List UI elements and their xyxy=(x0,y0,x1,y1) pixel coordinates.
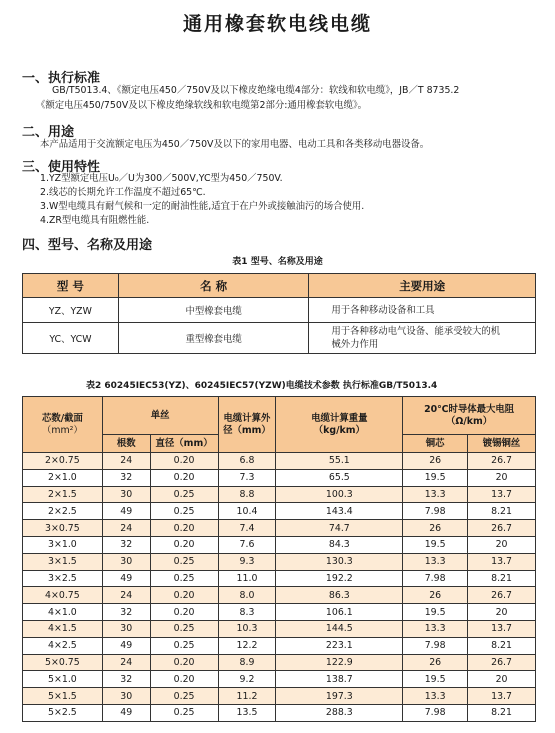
section-heading-features: 三、使用特性 xyxy=(22,160,101,175)
tinned-resistance-cell: 20 xyxy=(468,536,536,553)
tinned-resistance-cell: 26.7 xyxy=(468,654,536,671)
outer-diameter-cell: 10.4 xyxy=(218,503,276,520)
model-cell: YC、YCW xyxy=(23,323,119,354)
strand-diameter-cell: 0.25 xyxy=(150,637,218,654)
feature-line-2: 2.线芯的长期允许工作温度不超过65℃. xyxy=(40,187,206,198)
copper-resistance-cell: 26 xyxy=(403,654,468,671)
tinned-resistance-cell: 20 xyxy=(468,671,536,688)
feature-line-3: 3.W型电缆具有耐气候和一定的耐油性能,适宜于在户外或接触油污的场合使用. xyxy=(40,201,365,212)
weight-cell: 100.3 xyxy=(276,486,403,503)
strand-diameter-cell: 0.25 xyxy=(150,620,218,637)
strand-diameter-cell: 0.20 xyxy=(150,587,218,604)
weight-cell: 138.7 xyxy=(276,671,403,688)
table-row xyxy=(23,620,536,637)
copper-resistance-cell: 26 xyxy=(403,520,468,537)
weight-cell: 55.1 xyxy=(276,453,403,470)
section-heading-usage: 二、用途 xyxy=(22,125,75,140)
outer-diameter-cell: 10.3 xyxy=(218,620,276,637)
outer-diameter-cell: 9.3 xyxy=(218,553,276,570)
feature-line-4: 4.ZR型电缆具有阻燃性能. xyxy=(40,215,150,226)
outer-diameter-cell: 8.0 xyxy=(218,587,276,604)
tinned-resistance-cell: 26.7 xyxy=(468,453,536,470)
tinned-resistance-cell: 13.7 xyxy=(468,620,536,637)
weight-cell: 197.3 xyxy=(276,688,403,705)
core-section-cell: 4×0.75 xyxy=(23,587,103,604)
strand-count-cell: 30 xyxy=(102,553,150,570)
strand-count-cell: 49 xyxy=(102,637,150,654)
header-resistance: 20℃时导体最大电阻（Ω/km） xyxy=(403,397,536,435)
weight-cell: 223.1 xyxy=(276,637,403,654)
weight-cell: 74.7 xyxy=(276,520,403,537)
copper-resistance-cell: 7.98 xyxy=(403,503,468,520)
copper-resistance-cell: 13.3 xyxy=(403,620,468,637)
copper-resistance-cell: 19.5 xyxy=(403,604,468,621)
outer-diameter-cell: 8.9 xyxy=(218,654,276,671)
core-section-cell: 2×2.5 xyxy=(23,503,103,520)
header-weight: 电缆计算重量（kg/km） xyxy=(276,397,403,453)
table-row xyxy=(23,671,536,688)
outer-diameter-cell: 11.0 xyxy=(218,570,276,587)
tinned-resistance-cell: 13.7 xyxy=(468,553,536,570)
outer-diameter-cell: 7.4 xyxy=(218,520,276,537)
strand-diameter-cell: 0.20 xyxy=(150,604,218,621)
core-section-label: 芯数/截面 xyxy=(41,412,83,424)
copper-resistance-cell: 13.3 xyxy=(403,688,468,705)
table-row xyxy=(23,298,536,323)
strand-count-cell: 30 xyxy=(102,688,150,705)
core-section-cell: 4×1.5 xyxy=(23,620,103,637)
outer-diameter-cell: 7.6 xyxy=(218,536,276,553)
tinned-resistance-cell: 20 xyxy=(468,604,536,621)
core-section-cell: 5×0.75 xyxy=(23,654,103,671)
strand-diameter-cell: 0.20 xyxy=(150,654,218,671)
usage-line-1: 本产品适用于交流额定电压为450／750V及以下的家用电器、电动工具和各类移动电器设备。 xyxy=(40,139,430,150)
tinned-resistance-cell: 20 xyxy=(468,469,536,486)
strand-diameter-cell: 0.20 xyxy=(150,453,218,470)
core-section-cell: 3×2.5 xyxy=(23,570,103,587)
strand-diameter-cell: 0.25 xyxy=(150,570,218,587)
copper-resistance-cell: 19.5 xyxy=(403,671,468,688)
outer-diameter-cell: 11.2 xyxy=(218,688,276,705)
strand-count-cell: 24 xyxy=(102,520,150,537)
strand-diameter-cell: 0.25 xyxy=(150,704,218,721)
core-section-cell: 3×1.0 xyxy=(23,536,103,553)
strand-count-cell: 24 xyxy=(102,654,150,671)
outer-diameter-cell: 8.3 xyxy=(218,604,276,621)
core-section-cell: 2×1.5 xyxy=(23,486,103,503)
core-section-cell: 2×1.0 xyxy=(23,469,103,486)
table-row xyxy=(23,453,536,470)
copper-resistance-cell: 26 xyxy=(403,453,468,470)
header-name: 名 称 xyxy=(118,274,309,298)
core-section-cell: 5×1.5 xyxy=(23,688,103,705)
table-row xyxy=(23,553,536,570)
copper-resistance-cell: 13.3 xyxy=(403,486,468,503)
core-section-unit: （mm²） xyxy=(42,424,83,436)
outer-diameter-cell: 6.8 xyxy=(218,453,276,470)
copper-resistance-cell: 7.98 xyxy=(403,637,468,654)
strand-diameter-cell: 0.20 xyxy=(150,469,218,486)
copper-resistance-cell: 7.98 xyxy=(403,570,468,587)
table-row xyxy=(23,604,536,621)
copper-resistance-cell: 26 xyxy=(403,587,468,604)
core-section-cell: 5×2.5 xyxy=(23,704,103,721)
weight-cell: 84.3 xyxy=(276,536,403,553)
strand-count-cell: 49 xyxy=(102,503,150,520)
outer-diameter-cell: 9.2 xyxy=(218,671,276,688)
table-row xyxy=(23,520,536,537)
table-row xyxy=(23,323,536,354)
tinned-resistance-cell: 8.21 xyxy=(468,503,536,520)
outer-diameter-cell: 13.5 xyxy=(218,704,276,721)
strand-count-cell: 30 xyxy=(102,620,150,637)
strand-count-cell: 49 xyxy=(102,704,150,721)
strand-diameter-cell: 0.20 xyxy=(150,520,218,537)
table-row xyxy=(23,654,536,671)
section-heading-models: 四、型号、名称及用途 xyxy=(22,238,153,253)
strand-count-cell: 49 xyxy=(102,570,150,587)
weight-cell: 144.5 xyxy=(276,620,403,637)
table-row xyxy=(23,536,536,553)
copper-resistance-cell: 13.3 xyxy=(403,553,468,570)
core-section-cell: 5×1.0 xyxy=(23,671,103,688)
weight-cell: 130.3 xyxy=(276,553,403,570)
weight-cell: 106.1 xyxy=(276,604,403,621)
weight-cell: 288.3 xyxy=(276,704,403,721)
strand-count-cell: 30 xyxy=(102,486,150,503)
table-row xyxy=(23,637,536,654)
strand-count-cell: 32 xyxy=(102,469,150,486)
outer-diameter-cell: 7.3 xyxy=(218,469,276,486)
weight-cell: 86.3 xyxy=(276,587,403,604)
tinned-resistance-cell: 13.7 xyxy=(468,688,536,705)
tinned-resistance-cell: 8.21 xyxy=(468,570,536,587)
header-model: 型 号 xyxy=(23,274,119,298)
table1-caption: 表1 型号、名称及用途 xyxy=(232,257,323,267)
header-strand: 单丝 xyxy=(102,397,218,435)
table-row xyxy=(23,486,536,503)
header-strand-diameter: 直径（mm） xyxy=(150,435,218,453)
strand-diameter-cell: 0.25 xyxy=(150,688,218,705)
standard-line-1: GB/T5013.4、《额定电压450／750V及以下橡皮绝缘电缆4部分：软线和软电缆》，JB／T 8735.2 xyxy=(52,85,460,96)
table-row xyxy=(23,469,536,486)
strand-count-cell: 24 xyxy=(102,587,150,604)
core-section-cell: 4×1.0 xyxy=(23,604,103,621)
weight-cell: 192.2 xyxy=(276,570,403,587)
name-cell: 中型橡套电缆 xyxy=(118,298,309,323)
model-cell: YZ、YZW xyxy=(23,298,119,323)
strand-diameter-cell: 0.20 xyxy=(150,671,218,688)
table-row xyxy=(23,503,536,520)
copper-resistance-cell: 19.5 xyxy=(403,469,468,486)
strand-diameter-cell: 0.20 xyxy=(150,536,218,553)
tinned-resistance-cell: 8.21 xyxy=(468,704,536,721)
header-copper: 铜芯 xyxy=(403,435,468,453)
core-section-cell: 2×0.75 xyxy=(23,453,103,470)
use-cell: 用于各种移动设备和工具 xyxy=(309,298,536,323)
name-cell: 重型橡套电缆 xyxy=(118,323,309,354)
model-table xyxy=(22,273,536,354)
strand-diameter-cell: 0.25 xyxy=(150,486,218,503)
outer-diameter-cell: 12.2 xyxy=(218,637,276,654)
strand-diameter-cell: 0.25 xyxy=(150,553,218,570)
strand-count-cell: 32 xyxy=(102,604,150,621)
header-strand-count: 根数 xyxy=(102,435,150,453)
weight-cell: 65.5 xyxy=(276,469,403,486)
table-row xyxy=(23,570,536,587)
use-cell: 用于各种移动电气设备、能承受较大的机械外力作用 xyxy=(309,323,536,354)
technical-parameters-table xyxy=(22,396,536,722)
strand-diameter-cell: 0.25 xyxy=(150,503,218,520)
strand-count-cell: 32 xyxy=(102,536,150,553)
tinned-resistance-cell: 8.21 xyxy=(468,637,536,654)
header-outer-diameter: 电缆计算外径（mm） xyxy=(218,397,276,453)
core-section-cell: 3×1.5 xyxy=(23,553,103,570)
header-use: 主要用途 xyxy=(309,274,536,298)
core-section-cell: 4×2.5 xyxy=(23,637,103,654)
table-row xyxy=(23,704,536,721)
weight-cell: 143.4 xyxy=(276,503,403,520)
strand-count-cell: 24 xyxy=(102,453,150,470)
standard-line-2: 《额定电压450/750V及以下橡皮绝缘软线和软电缆第2部分:通用橡套软电缆》。 xyxy=(36,100,368,111)
core-section-cell: 3×0.75 xyxy=(23,520,103,537)
copper-resistance-cell: 19.5 xyxy=(403,536,468,553)
tinned-resistance-cell: 13.7 xyxy=(468,486,536,503)
header-core-section xyxy=(23,397,103,453)
feature-line-1: 1.YZ型额定电压U₀／U为300／500V,YC型为450／750V. xyxy=(40,173,283,184)
weight-cell: 122.9 xyxy=(276,654,403,671)
tinned-resistance-cell: 26.7 xyxy=(468,520,536,537)
header-tinned-copper: 镀锡铜丝 xyxy=(468,435,536,453)
tinned-resistance-cell: 26.7 xyxy=(468,587,536,604)
table-row xyxy=(23,587,536,604)
table2-caption: 表2 60245IEC53(YZ)、60245IEC57(YZW)电缆技术参数 执行标准GB/T5013.4 xyxy=(86,381,438,391)
section-heading-standard: 一、执行标准 xyxy=(22,71,101,86)
table-row xyxy=(23,688,536,705)
copper-resistance-cell: 7.98 xyxy=(403,704,468,721)
page-title: 通用橡套软电线电缆 xyxy=(182,13,372,35)
strand-count-cell: 32 xyxy=(102,671,150,688)
outer-diameter-cell: 8.8 xyxy=(218,486,276,503)
